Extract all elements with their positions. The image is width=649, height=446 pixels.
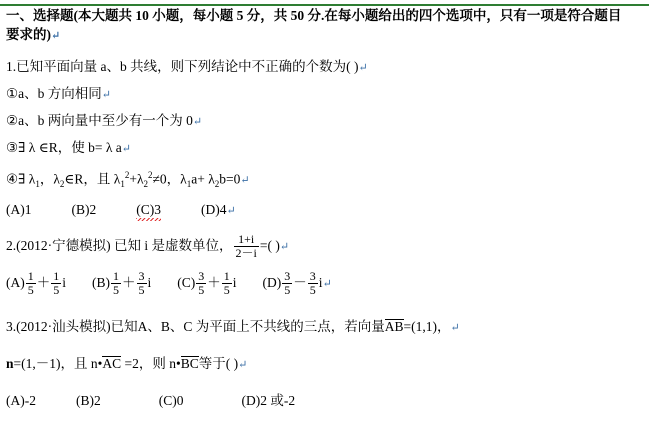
q2-d-frac1 <box>282 270 292 296</box>
q2-d-frac2-num: 3 <box>309 269 316 283</box>
q2-d-frac1-num: 3 <box>284 269 291 283</box>
q1-c4-mid: ，λ <box>39 171 60 187</box>
question-2-stem <box>6 232 641 261</box>
question-1-option-b: (B)2 <box>71 202 97 218</box>
q1-c4-sub5: 1 <box>186 179 192 190</box>
q1-c4-sub1: 1 <box>35 179 40 190</box>
q3-line2-mid2: =2，则 n• <box>121 356 181 372</box>
question-3-stem-post: =(1,1)， <box>403 319 451 335</box>
question-1-choice-1-text: ①a、b 方向相同 <box>6 86 102 101</box>
q1-c4-sub4: 2 <box>143 179 148 190</box>
paragraph-mark: ↵ <box>279 241 290 254</box>
question-2-option-b <box>92 269 152 297</box>
question-2-stem-pre: 2.(2012·宁德模拟) 已知 i 是虚数单位， <box>6 238 233 254</box>
question-1-choice-2 <box>6 113 641 130</box>
paragraph-mark: ↵ <box>322 278 332 291</box>
paragraph-mark: ↵ <box>240 174 250 187</box>
q2-d-unit: i <box>318 275 323 291</box>
question-1-choice-3 <box>6 140 641 157</box>
question-3-option-d: (D)2 或-2 <box>241 393 296 409</box>
q2-b-frac1-den: 5 <box>113 282 120 297</box>
q2-b-plus: ＋ <box>122 275 136 291</box>
q2-c-frac2-den: 5 <box>223 282 230 297</box>
q2-c-frac2-num: 1 <box>223 269 230 283</box>
q2-a-frac1-num: 1 <box>27 269 34 283</box>
q2-b-frac2-num: 3 <box>138 269 145 283</box>
question-1-option-c: (C)3 <box>136 202 161 218</box>
paragraph-mark: ↵ <box>192 116 203 128</box>
question-3-stem-line2 <box>6 356 641 373</box>
q1-c4-mid3: +λ <box>129 171 144 187</box>
paragraph-mark: ↵ <box>450 322 460 335</box>
paragraph-mark: ↵ <box>238 359 248 372</box>
q3-line2-mid: =(1,－1)，且 n• <box>13 356 103 372</box>
question-1-option-d: (D)4 <box>201 202 227 218</box>
vector-ac: AC <box>102 356 122 372</box>
q2-d-label: (D) <box>262 275 282 291</box>
question-1-choice-2-text: ②a、b 两向量中至少有一个为 0 <box>6 113 193 128</box>
q1-c4-sub2: 2 <box>59 179 65 190</box>
section-heading-line2 <box>6 25 641 46</box>
q2-b-label: (B) <box>92 275 111 291</box>
question-1-choice-4 <box>6 167 641 192</box>
q2-c-frac2 <box>222 270 232 296</box>
q2-c-frac1 <box>196 270 206 296</box>
paragraph-mark: ↵ <box>226 205 236 218</box>
question-1-choice-3-text: ③∃ λ ∈R，使 b= λ a <box>6 140 122 155</box>
q3-vector-n: n <box>6 356 14 372</box>
question-2-fraction <box>234 233 259 259</box>
q2-a-plus: ＋ <box>36 275 51 291</box>
q2-c-plus: ＋ <box>207 275 221 291</box>
question-2-options <box>6 268 641 299</box>
section-heading-line2-text: 要求的) <box>6 27 51 42</box>
q2-c-frac1-num: 3 <box>198 269 205 283</box>
q1-c4-sup1: 2 <box>124 170 130 180</box>
q2-b-unit: i <box>147 275 152 291</box>
q2-b-frac2-den: 5 <box>138 282 145 297</box>
q2-d-frac2 <box>308 270 318 296</box>
q2-b-frac1-num: 1 <box>113 269 120 283</box>
section-heading-line1-text: 一、选择题(本大题共 10 小题，每小题 5 分，共 50 分.在每小题给出的四个选项中，只有一项是符合题目 <box>6 8 622 23</box>
q1-c4-tail3: b=0 <box>219 171 241 187</box>
vector-bc: BC <box>180 356 199 372</box>
q1-c4-pre: ④∃ λ <box>6 171 36 187</box>
question-2-option-c <box>177 269 237 297</box>
question-1-option-a: (A)1 <box>6 202 32 218</box>
q2-d-frac2-den: 5 <box>309 282 316 297</box>
top-rule <box>0 4 649 6</box>
q2-b-frac2 <box>137 270 147 296</box>
vector-ab: AB <box>384 319 404 335</box>
question-1-stem-text: 1.已知平面向量 a、b 共线，则下列结论中不正确的个数为( ) <box>6 59 359 74</box>
q1-c4-sup2: 2 <box>148 170 153 180</box>
q1-c4-mid2: ∈R，且 λ <box>64 171 121 187</box>
q2-c-frac1-den: 5 <box>198 282 205 297</box>
q3-line2-post: 等于( ) <box>198 356 239 372</box>
question-2-option-a <box>6 269 67 297</box>
q2-a-unit: i <box>62 275 67 291</box>
paragraph-mark: ↵ <box>358 62 368 74</box>
q2-a-frac2 <box>51 270 61 296</box>
paragraph-mark: ↵ <box>101 89 111 101</box>
q2-a-frac1-den: 5 <box>27 282 34 297</box>
question-3-option-b: (B)2 <box>76 393 101 409</box>
question-3-stem-pre: 3.(2012·汕头模拟)已知A、B、C 为平面上不共线的三点，若向量 <box>6 319 385 335</box>
q1-c4-sub6: 2 <box>214 179 220 190</box>
section-heading-line1 <box>6 6 641 25</box>
q2-a-label: (A) <box>6 275 25 291</box>
question-1-options <box>6 202 641 219</box>
question-3-stem <box>6 319 641 336</box>
question-1-stem <box>6 59 641 76</box>
question-3-options <box>6 393 641 409</box>
q2-d-frac1-den: 5 <box>284 282 291 297</box>
q1-c4-tail: ≠0，λ <box>152 171 187 187</box>
question-2-option-d <box>262 269 323 297</box>
q2-a-frac2-den: 5 <box>53 282 60 297</box>
q1-c4-sub3: 1 <box>120 179 125 190</box>
question-3-option-a: (A)-2 <box>6 393 36 409</box>
q2-a-frac2-num: 1 <box>53 269 60 283</box>
question-3-option-c: (C)0 <box>158 393 184 409</box>
q2-d-plus: － <box>293 275 307 291</box>
q2-b-frac1 <box>111 270 121 296</box>
q2-c-label: (C) <box>177 275 196 291</box>
question-2-fraction-denominator: 2－i <box>235 245 257 260</box>
q2-c-unit: i <box>232 275 237 291</box>
question-1-choice-1 <box>6 86 641 103</box>
question-2-stem-post: =( ) <box>259 238 280 254</box>
q1-c4-tail2: a+ λ <box>191 171 215 187</box>
paragraph-mark: ↵ <box>51 30 61 42</box>
q2-a-frac1 <box>26 270 36 296</box>
question-2-fraction-numerator: 1+i <box>238 232 255 246</box>
paragraph-mark: ↵ <box>121 143 131 155</box>
